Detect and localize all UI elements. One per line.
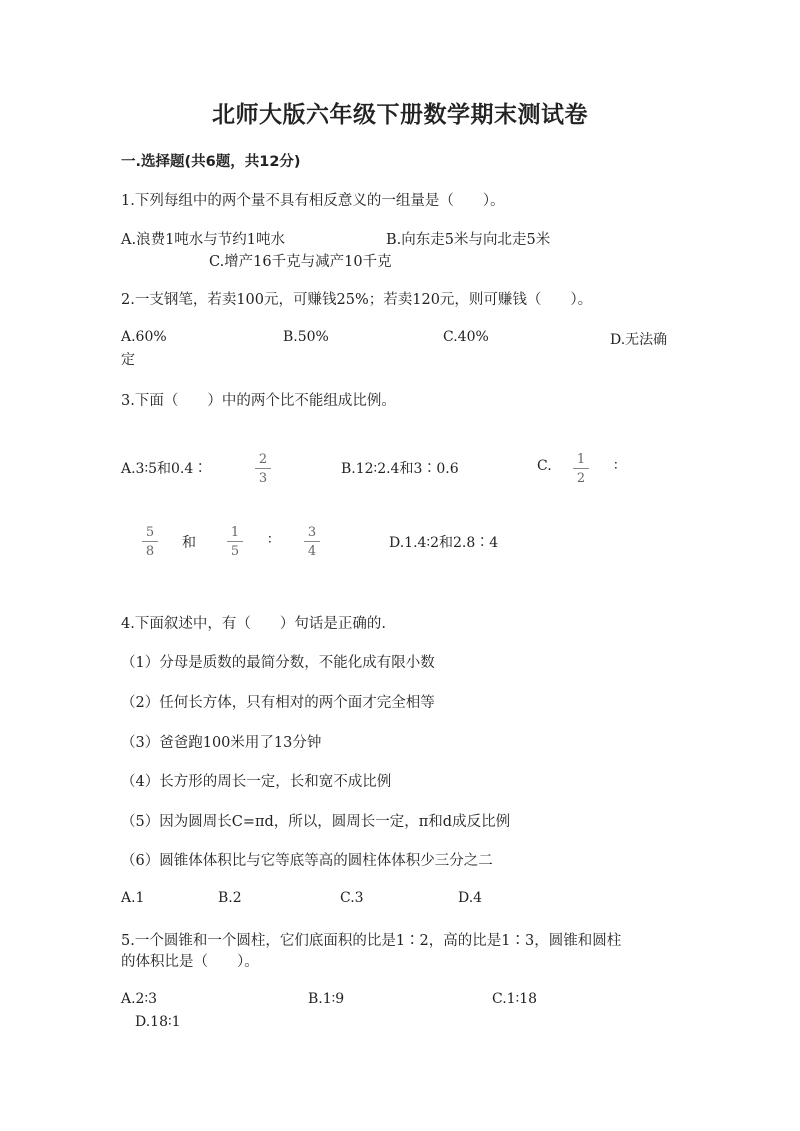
fraction-bar — [304, 541, 320, 542]
q3-option-b: B.12∶2.4和3∶0.6 — [341, 461, 459, 477]
fraction-5-8 — [138, 525, 162, 559]
q2-option-d-continued: 定 — [121, 352, 135, 368]
q2-option-d: D.无法确 — [610, 332, 668, 348]
q4-statement-4: （4）长方形的周长一定，长和宽不成比例 — [121, 774, 392, 790]
fraction-numerator: 3 — [307, 525, 317, 540]
fraction-1-2 — [569, 452, 593, 486]
fraction-3-4 — [300, 525, 324, 559]
q4-statement-6: （6）圆锥体体积比与它等底等高的圆柱体体积少三分之二 — [121, 853, 493, 869]
and-word: 和 — [182, 535, 196, 551]
fraction-denominator: 5 — [230, 544, 240, 559]
fraction-bar — [255, 468, 271, 469]
page-title: 北师大版六年级下册数学期末测试卷 — [212, 102, 588, 128]
q3-stem: 3.下面（ ）中的两个比不能组成比例。 — [121, 393, 396, 409]
q1-stem: 1.下列每组中的两个量不具有相反意义的一组量是（ ）。 — [121, 193, 505, 209]
q5-option-d: D.18∶1 — [135, 1014, 181, 1030]
fraction-denominator: 3 — [258, 471, 268, 486]
q4-statement-1: （1）分母是质数的最简分数，不能化成有限小数 — [121, 655, 435, 671]
q4-statement-2: （2）任何长方体，只有相对的两个面才完全相等 — [121, 695, 435, 711]
q4-stem: 4.下面叙述中，有（ ）句话是正确的. — [121, 616, 386, 632]
fraction-denominator: 2 — [576, 471, 586, 486]
ratio-colon: ∶ — [268, 532, 272, 548]
fraction-bar — [573, 468, 589, 469]
q4-option-d: D.4 — [458, 890, 483, 906]
q2-stem: 2.一支钢笔，若卖100元，可赚钱25%；若卖120元，则可赚钱（ ）。 — [121, 292, 593, 308]
fraction-numerator: 2 — [258, 452, 268, 467]
fraction-2-3 — [251, 452, 275, 486]
q4-statement-3: （3）爸爸跑100米用了13分钟 — [121, 735, 322, 751]
q3-option-a: A.3∶5和0.4∶ — [121, 461, 208, 477]
fraction-denominator: 8 — [145, 544, 155, 559]
q1-option-a: A.浪费1吨水与节约1吨水 — [121, 232, 286, 248]
q1-option-b: B.向东走5米与向北走5米 — [386, 232, 551, 248]
section-heading: 一.选择题(共6题，共12分) — [121, 154, 301, 170]
fraction-1-5 — [223, 525, 247, 559]
fraction-numerator: 1 — [230, 525, 240, 540]
q4-statement-5: （5）因为圆周长C=πd，所以，圆周长一定，π和d成反比例 — [121, 814, 511, 830]
fraction-bar — [227, 541, 243, 542]
q3-option-d: D.1.4∶2和2.8∶4 — [389, 535, 499, 551]
fraction-denominator: 4 — [307, 544, 317, 559]
q4-option-b: B.2 — [218, 890, 242, 906]
q5-option-c: C.1∶18 — [492, 991, 538, 1007]
q5-stem-line2: 的体积比是（ ）。 — [121, 954, 259, 970]
q5-stem-line1: 5.一个圆锥和一个圆柱，它们底面积的比是1∶2，高的比是1∶3，圆锥和圆柱 — [121, 933, 622, 949]
fraction-bar — [142, 541, 158, 542]
fraction-numerator: 5 — [145, 525, 155, 540]
ratio-colon: ∶ — [614, 458, 618, 474]
q2-option-a: A.60% — [121, 329, 167, 345]
fraction-numerator: 1 — [576, 452, 586, 467]
q2-option-c: C.40% — [443, 329, 489, 345]
q4-option-c: C.3 — [340, 890, 364, 906]
q3-option-c: C. — [537, 458, 552, 474]
q5-option-b: B.1∶9 — [308, 991, 345, 1007]
q5-option-a: A.2∶3 — [121, 991, 158, 1007]
q4-option-a: A.1 — [121, 890, 145, 906]
q2-option-b: B.50% — [283, 329, 329, 345]
q1-option-c: C.增产16千克与减产10千克 — [209, 254, 392, 270]
